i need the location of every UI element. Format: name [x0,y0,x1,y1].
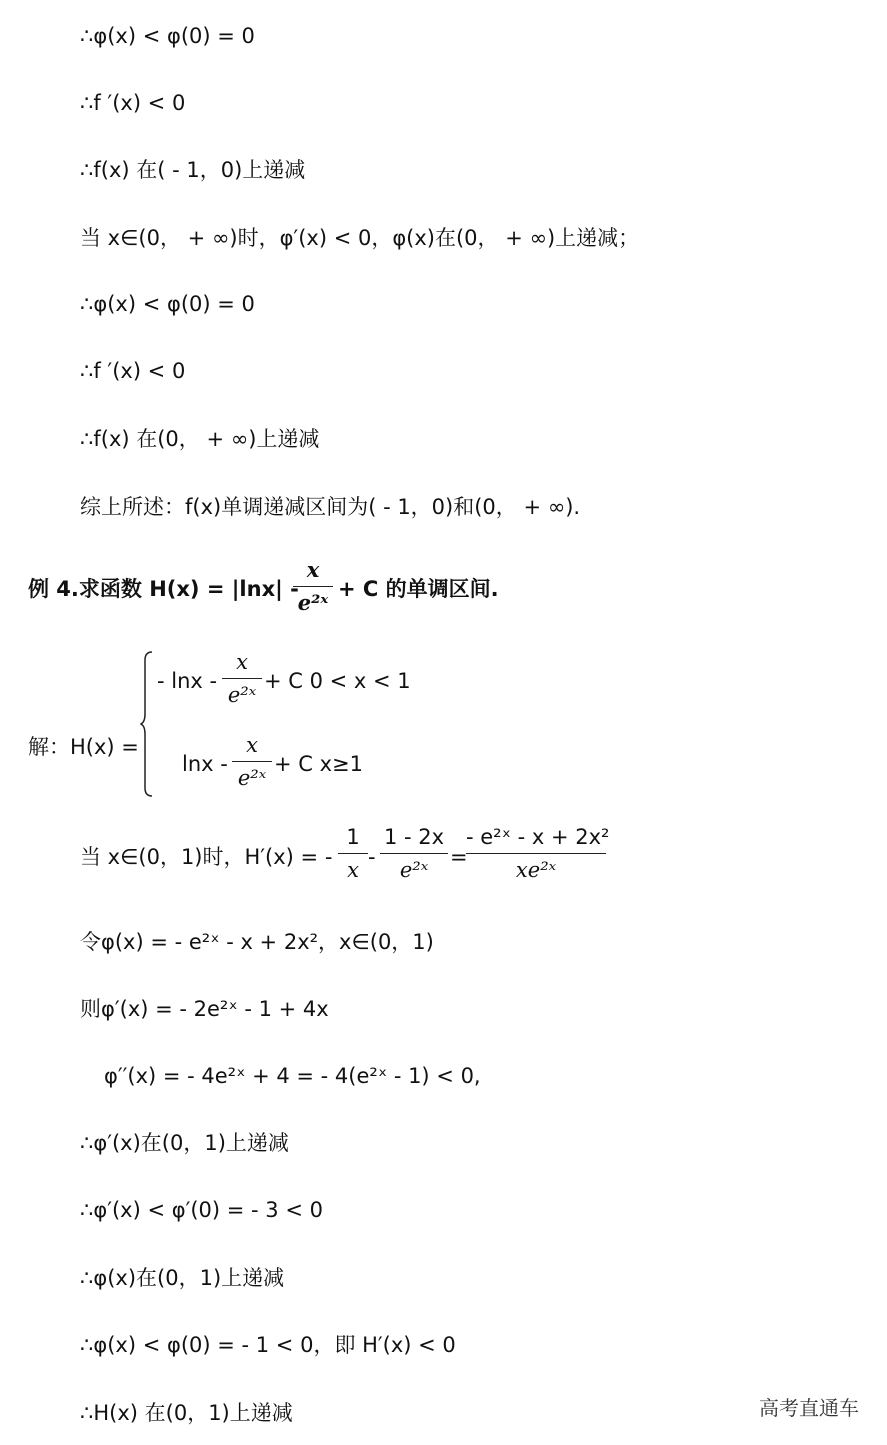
example-title-suffix: + C 的单调区间. [338,577,499,601]
watermark: 高考直通车 [759,1396,859,1420]
fraction-bar [466,853,606,854]
fraction-numerator: 1 [346,825,360,849]
fraction-bar [232,761,272,762]
fraction-numerator: x [236,650,248,674]
fraction-bar [222,678,262,679]
case1-fraction [222,649,262,708]
fraction-denominator: e²ˣ [399,858,429,882]
fraction-denominator: e²ˣ [237,766,267,790]
case2-left: lnx - [182,752,228,776]
fraction-denominator: xe²ˣ [515,858,557,882]
fraction-denominator: e²ˣ [297,590,329,615]
case2-right: + C x≥1 [274,752,363,776]
phi-first-derivative: 则φ′(x) = - 2e²ˣ - 1 + 4x [80,997,329,1021]
fraction-bar [338,853,368,854]
step-line: ∴φ′(x)在(0，1)上递减 [80,1131,289,1155]
step-line: ∴φ(x) < φ(0) = - 1 < 0，即 H′(x) < 0 [80,1333,456,1357]
step-line: ∴φ(x)在(0，1)上递减 [80,1266,285,1290]
step-line: 当 x∈(0， + ∞)时，φ′(x) < 0，φ(x)在(0， + ∞)上递减； [80,226,640,250]
fraction-numerator: 1 - 2x [383,825,445,849]
example-title: 例 4.求函数 H(x) = |lnx| - [28,577,299,601]
fraction-denominator: x [347,858,359,882]
case1-left: - lnx - [157,669,218,693]
case1-right: + C 0 < x < 1 [264,669,411,693]
step-line: ∴f(x) 在( - 1，0)上递减 [80,158,306,182]
step-line: ∴H(x) 在(0，1)上递减 [80,1401,293,1425]
step-line: ∴f ′(x) < 0 [80,91,186,115]
conclusion-line: 综上所述：f(x)单调递减区间为( - 1，0)和(0， + ∞). [80,495,581,519]
derivative-prefix: 当 x∈(0，1)时，H′(x) = - [80,845,333,869]
step-line: ∴φ(x) < φ(0) = 0 [80,24,255,48]
derivative-equals: = [450,845,468,869]
derivative-fraction-2 [380,824,448,883]
solution-label: 解：H(x) = [28,735,139,759]
step-line: ∴f ′(x) < 0 [80,359,186,383]
fraction-denominator: e²ˣ [227,683,257,707]
fraction-numerator: - e²ˣ - x + 2x² [466,825,610,849]
fraction-bar [293,586,333,587]
example-fraction [293,557,333,616]
step-line: ∴φ′(x) < φ′(0) = - 3 < 0 [80,1198,323,1222]
step-line: ∴f(x) 在(0， + ∞)上递减 [80,427,320,451]
derivative-minus: - [368,845,376,869]
step-line: ∴φ(x) < φ(0) = 0 [80,292,255,316]
derivative-fraction-1 [338,824,368,883]
derivative-fraction-3 [466,824,610,883]
phi-definition: 令φ(x) = - e²ˣ - x + 2x²，x∈(0，1) [80,930,434,954]
left-brace-icon [140,650,154,798]
case2-fraction [232,732,272,791]
phi-second-derivative: φ′′(x) = - 4e²ˣ + 4 = - 4(e²ˣ - 1) < 0, [104,1064,481,1088]
fraction-numerator: x [306,557,320,582]
fraction-bar [380,853,448,854]
fraction-numerator: x [246,733,258,757]
